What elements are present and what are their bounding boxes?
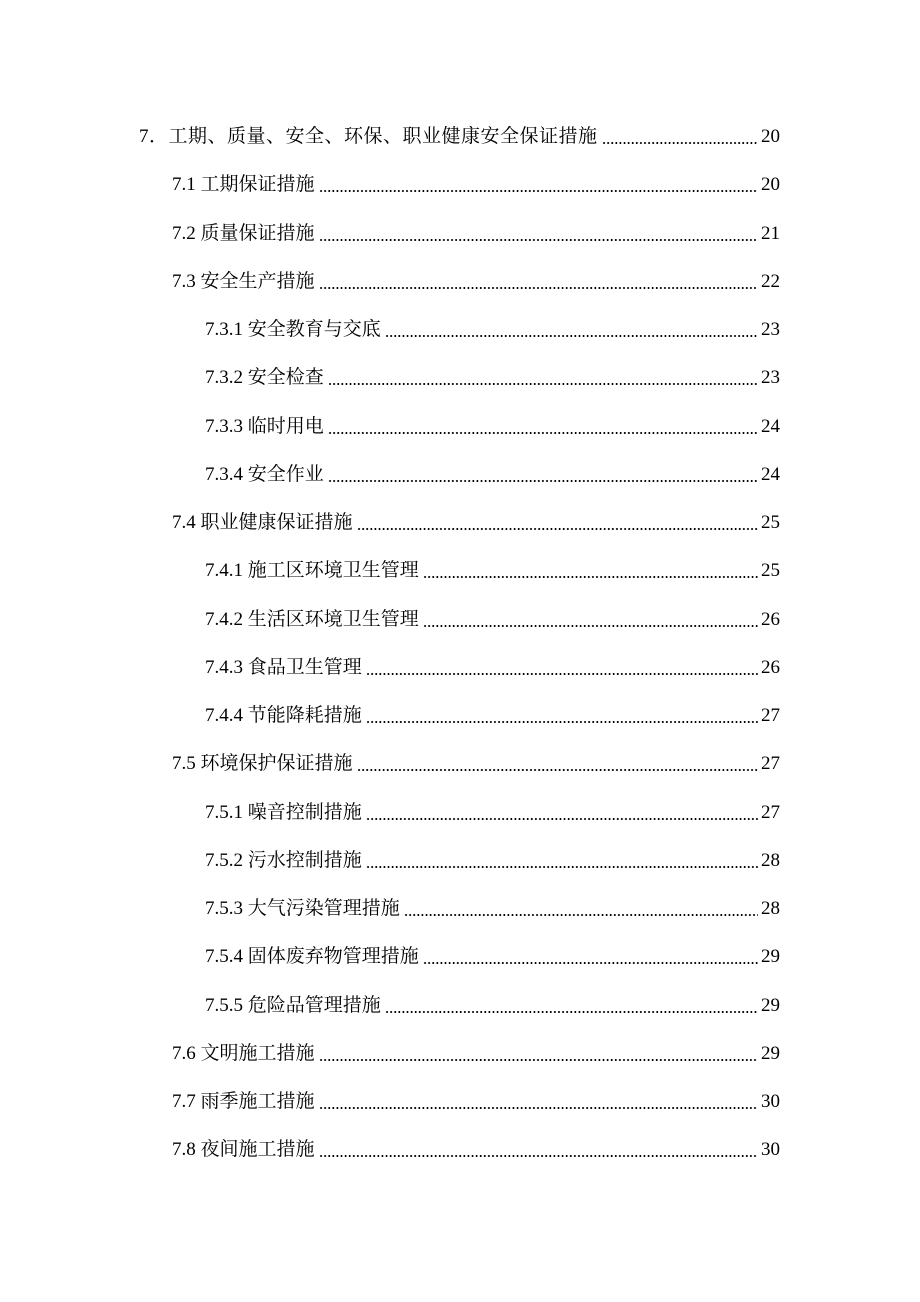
toc-dot-leader (357, 769, 758, 771)
toc-entry-title: 7.3.4 安全作业 (205, 463, 324, 485)
toc-dot-leader (328, 383, 758, 385)
toc-entry-7-3-3[interactable] (0, 403, 920, 451)
toc-dot-leader (385, 335, 758, 337)
toc-dot-leader (423, 576, 758, 578)
toc-page-number: 27 (761, 753, 780, 775)
toc-dot-leader (319, 1107, 758, 1109)
toc-dot-leader (328, 480, 758, 482)
toc-page-number: 29 (761, 946, 780, 968)
toc-entry-7-5-2[interactable] (0, 837, 920, 885)
toc-entry-7-3[interactable] (0, 258, 920, 306)
toc-entry-title: 7.3.3 临时用电 (205, 415, 324, 437)
toc-page-number: 27 (761, 705, 780, 727)
toc-entry-title: 7.6 文明施工措施 (172, 1042, 315, 1064)
toc-entry-title: 7.5.4 固体废弃物管理措施 (205, 946, 419, 968)
toc-page-number: 29 (761, 1042, 780, 1064)
toc-dot-leader (319, 1059, 758, 1061)
toc-entry-title: 7.4.3 食品卫生管理 (205, 656, 362, 678)
toc-entry-7-5[interactable] (0, 740, 920, 788)
toc-dot-leader (319, 190, 758, 192)
toc-page-number: 22 (761, 270, 780, 292)
toc-entry-7-2[interactable] (0, 210, 920, 258)
toc-dot-leader (357, 528, 758, 530)
toc-entry-title: 7.5.2 污水控制措施 (205, 849, 362, 871)
toc-page-number: 23 (761, 319, 780, 341)
toc-page-number: 20 (761, 174, 780, 196)
toc-entry-title: 7．工期、质量、安全、环保、职业健康安全保证措施 (139, 126, 598, 148)
toc-page-number: 29 (761, 994, 780, 1016)
toc-page-number: 21 (761, 222, 780, 244)
toc-page-number: 23 (761, 367, 780, 389)
toc-entry-title: 7.3.2 安全检查 (205, 367, 324, 389)
toc-entry-title: 7.5 环境保护保证措施 (172, 753, 353, 775)
toc-dot-leader (366, 866, 758, 868)
toc-entry-7-6[interactable] (0, 1030, 920, 1078)
toc-entry-title: 7.1 工期保证措施 (172, 174, 315, 196)
toc-entry-title: 7.4.1 施工区环境卫生管理 (205, 560, 419, 582)
toc-entry-title: 7.7 雨季施工措施 (172, 1091, 315, 1113)
toc-entry-title: 7.5.1 噪音控制措施 (205, 801, 362, 823)
toc-entry-title: 7.3 安全生产措施 (172, 270, 315, 292)
toc-page-number: 25 (761, 512, 780, 534)
toc-entry-7-5-1[interactable] (0, 789, 920, 837)
toc-page-number: 30 (761, 1139, 780, 1161)
toc-dot-leader (319, 287, 758, 289)
toc-dot-leader (423, 625, 758, 627)
toc-entry-7-4[interactable] (0, 499, 920, 547)
toc-entry-7-4-4[interactable] (0, 692, 920, 740)
toc-dot-leader (319, 1155, 758, 1157)
toc-page-number: 28 (761, 898, 780, 920)
toc-entry-title: 7.5.3 大气污染管理措施 (205, 898, 400, 920)
toc-dot-leader (602, 142, 758, 144)
toc-page-number: 24 (761, 463, 780, 485)
toc-page-number: 24 (761, 415, 780, 437)
toc-entry-7-1[interactable] (0, 161, 920, 209)
table-of-contents (0, 113, 920, 1175)
toc-entry-7[interactable] (0, 113, 920, 161)
toc-entry-title: 7.4.2 生活区环境卫生管理 (205, 608, 419, 630)
toc-entry-7-3-2[interactable] (0, 354, 920, 402)
toc-entry-7-4-1[interactable] (0, 547, 920, 595)
toc-entry-title: 7.4.4 节能降耗措施 (205, 705, 362, 727)
toc-entry-7-5-4[interactable] (0, 933, 920, 981)
toc-entry-7-5-3[interactable] (0, 885, 920, 933)
toc-page-number: 28 (761, 849, 780, 871)
toc-entry-title: 7.3.1 安全教育与交底 (205, 319, 381, 341)
toc-page-number: 30 (761, 1091, 780, 1113)
toc-page-number: 25 (761, 560, 780, 582)
toc-page-number: 26 (761, 656, 780, 678)
toc-dot-leader (385, 1011, 758, 1013)
toc-dot-leader (423, 962, 758, 964)
toc-entry-7-7[interactable] (0, 1078, 920, 1126)
toc-entry-7-3-4[interactable] (0, 451, 920, 499)
toc-entry-7-3-1[interactable] (0, 306, 920, 354)
toc-entry-title: 7.8 夜间施工措施 (172, 1139, 315, 1161)
toc-page-number: 27 (761, 801, 780, 823)
toc-entry-7-5-5[interactable] (0, 982, 920, 1030)
toc-entry-title: 7.2 质量保证措施 (172, 222, 315, 244)
toc-dot-leader (366, 673, 758, 675)
toc-entry-7-8[interactable] (0, 1126, 920, 1174)
toc-page-number: 20 (761, 126, 780, 148)
toc-dot-leader (328, 432, 758, 434)
toc-entry-title: 7.4 职业健康保证措施 (172, 512, 353, 534)
toc-entry-7-4-2[interactable] (0, 596, 920, 644)
toc-dot-leader (319, 239, 758, 241)
toc-entry-7-4-3[interactable] (0, 644, 920, 692)
toc-entry-title: 7.5.5 危险品管理措施 (205, 994, 381, 1016)
toc-dot-leader (366, 818, 758, 820)
toc-dot-leader (404, 914, 758, 916)
toc-page-number: 26 (761, 608, 780, 630)
toc-dot-leader (366, 721, 758, 723)
